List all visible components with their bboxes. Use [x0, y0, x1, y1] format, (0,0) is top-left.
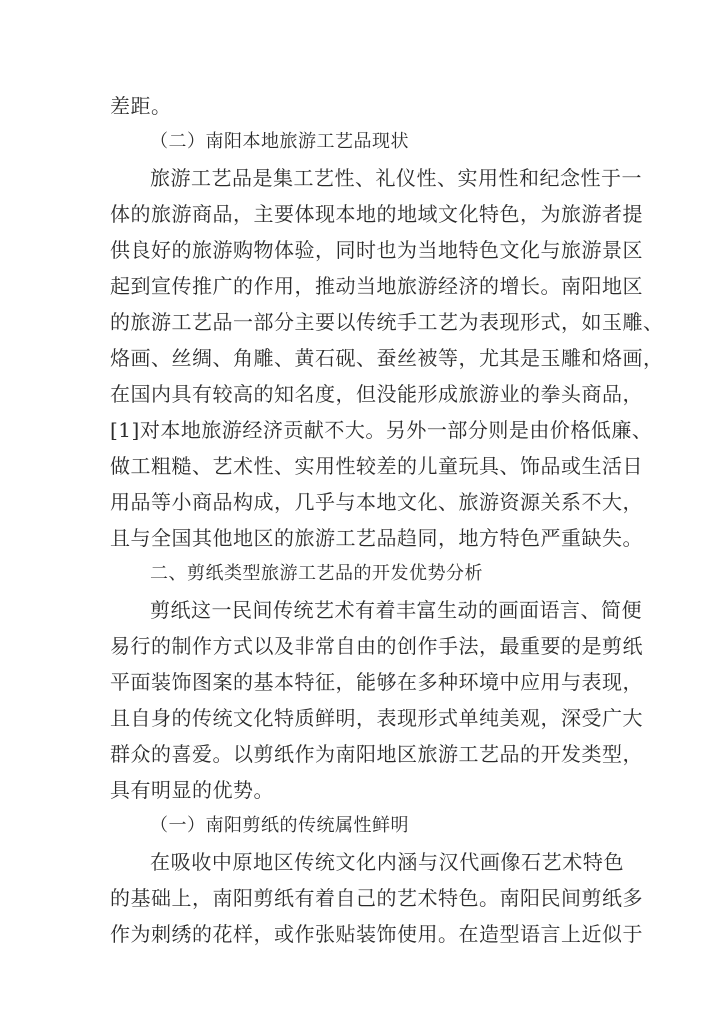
text-line-4: 体的旅游商品，主要体现本地的地域文化特色，为旅游者提 [110, 202, 643, 226]
section-heading-21: （一）南阳剪纸的传统属性鲜明 [150, 815, 409, 836]
text-line-1: 差距。 [110, 94, 172, 118]
text-line-8: 烙画、丝绸、角雕、黄石砚、蚕丝被等，尤其是玉雕和烙画， [110, 346, 664, 370]
section-heading-14: 二、剪纸类型旅游工艺品的开发优势分析 [150, 563, 483, 584]
text-line-18: 且自身的传统文化特质鲜明，表现形式单纯美观，深受广大 [110, 706, 643, 730]
text-line-19: 群众的喜爱。以剪纸作为南阳地区旅游工艺品的开发类型， [110, 742, 643, 766]
text-line-11: 做工粗糙、艺术性、实用性较差的儿童玩具、饰品或生活日 [110, 454, 643, 478]
text-line-10: [1]对本地旅游经济贡献不大。另外一部分则是由价格低廉、 [110, 418, 653, 442]
text-line-5: 供良好的旅游购物体验，同时也为当地特色文化与旅游景区 [110, 238, 643, 262]
text-line-23: 的基础上，南阳剪纸有着自己的艺术特色。南阳民间剪纸多 [110, 886, 643, 910]
text-line-24: 作为刺绣的花样，或作张贴装饰使用。在造型语言上近似于 [110, 922, 643, 946]
text-line-13: 且与全国其他地区的旅游工艺品趋同，地方特色严重缺失。 [110, 526, 643, 550]
section-heading-2: （二）南阳本地旅游工艺品现状 [150, 131, 409, 152]
text-line-12: 用品等小商品构成，几乎与本地文化、旅游资源关系不大， [110, 490, 643, 514]
text-line-7: 的旅游工艺品一部分主要以传统手工艺为表现形式，如玉雕、 [110, 310, 664, 334]
text-line-15: 剪纸这一民间传统艺术有着丰富生动的画面语言、简便 [150, 598, 642, 622]
text-line-16: 易行的制作方式以及非常自由的创作手法，最重要的是剪纸 [110, 634, 643, 658]
text-line-22: 在吸收中原地区传统文化内涵与汉代画像石艺术特色 [150, 850, 624, 874]
text-line-6: 起到宣传推广的作用，推动当地旅游经济的增长。南阳地区 [110, 274, 643, 298]
text-line-3: 旅游工艺品是集工艺性、礼仪性、实用性和纪念性于一 [150, 166, 642, 190]
text-line-17: 平面装饰图案的基本特征，能够在多种环境中应用与表现， [110, 670, 643, 694]
text-line-20: 具有明显的优势。 [110, 778, 274, 802]
text-line-9: 在国内具有较高的知名度，但没能形成旅游业的拳头商品， [110, 382, 643, 406]
